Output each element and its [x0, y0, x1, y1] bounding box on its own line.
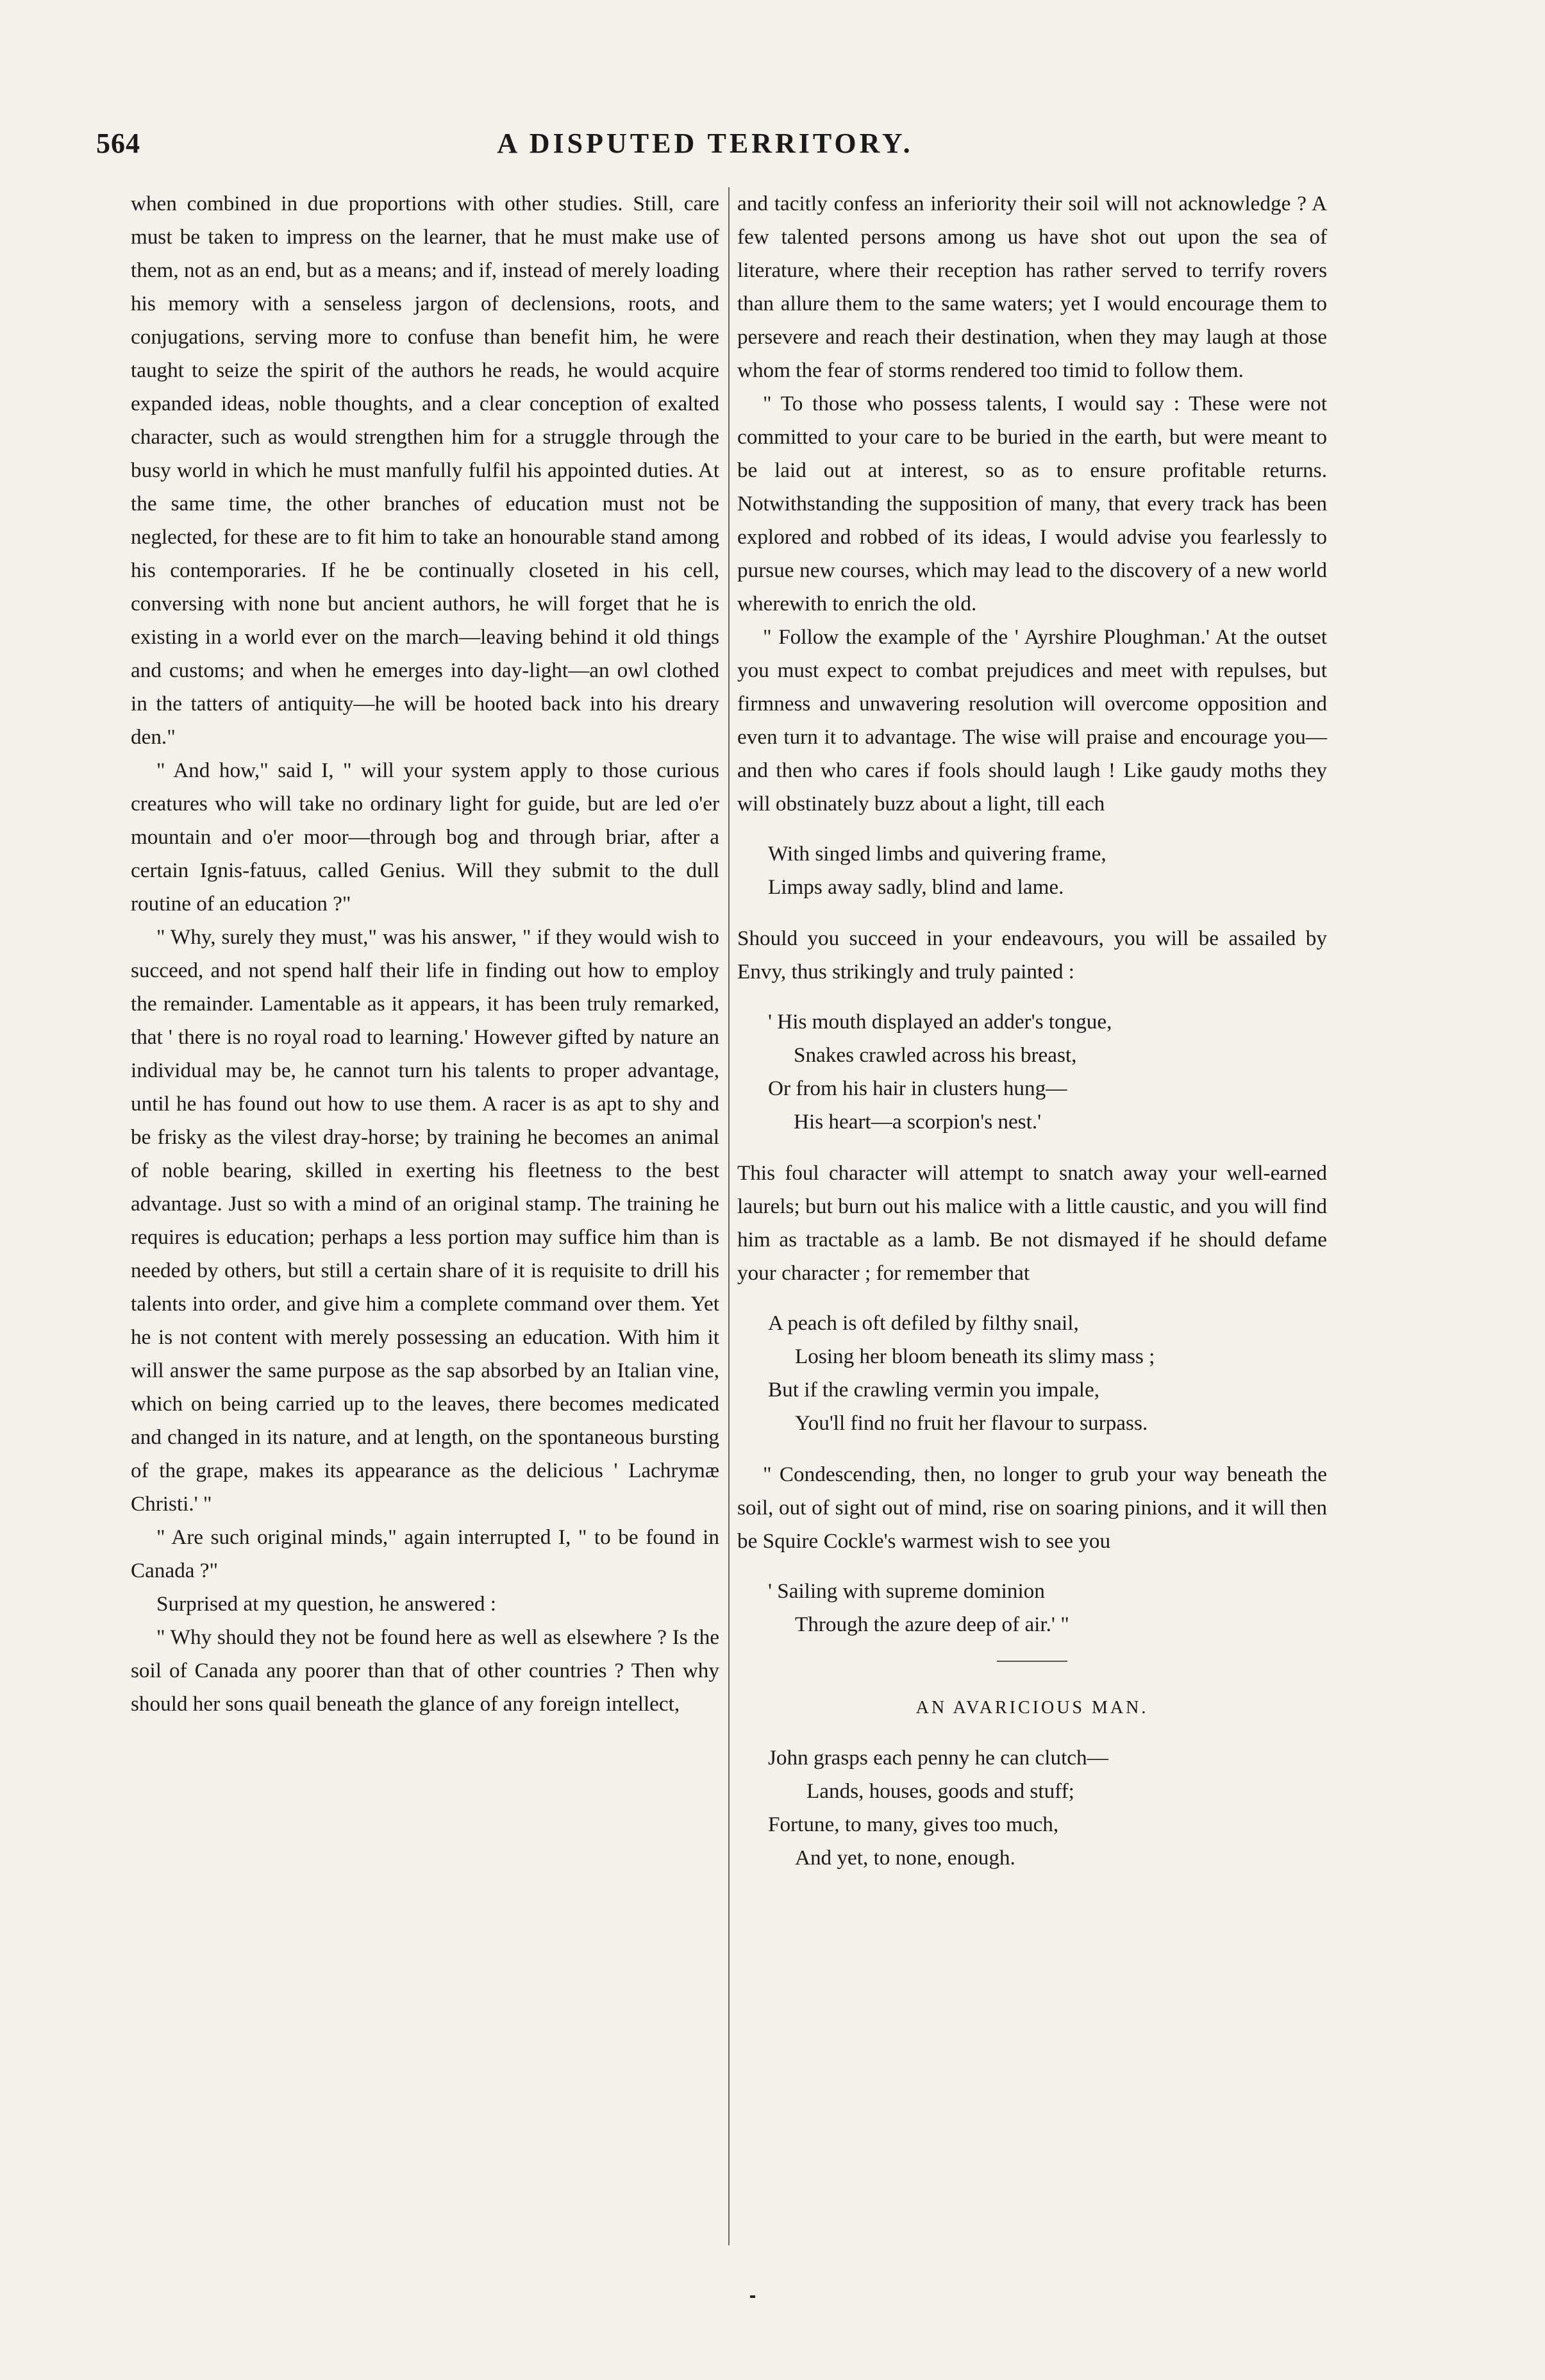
- paragraph: " Why should they not be found here as well as elsewhere ? Is the soil of Canada any poorer than that of other countries ? Then why should her sons quail beneath the glance of any foreign intellect,: [131, 1625, 719, 1716]
- paragraph: when combined in due proportions with other studies. Still, care must be taken to impress on the learner, that he must make use of them, not as an end, but as a means; and if, instead of merely loading his memory with a senseless jargon of declensions, roots, and conjugations, serving more to confuse than benefit him, he were taught to seize the spirit of the authors he reads, he would acquire expanded ideas, noble thoughts, and a clear conception of exalted character, such as would strengthen him for a struggle through the busy world in which he must manfully fulfil his appointed duties. At the same time, the other branches of education must not be neglected, for these are to fit him to take an honourable stand among his contemporaries. If he be continually closeted in his cell, conversing with none but ancient authors, he will forget that he is existing in a world ever on the march—leaving behind it old things and customs; and when he emerges into day-light—an owl clothed in the tatters of antiquity—he will be hooted back into his dreary den.": [131, 192, 719, 749]
- verse-line: You'll find no fruit her flavour to surpass.: [795, 1411, 1148, 1435]
- verse-line: Lands, houses, goods and stuff;: [806, 1779, 1074, 1803]
- verse-line: ' His mouth displayed an adder's tongue,: [768, 1010, 1112, 1034]
- verse-block: [737, 1741, 1327, 1875]
- paragraph: " Are such original minds," again interrupted I, " to be found in Canada ?": [131, 1525, 719, 1582]
- page-number: 564: [96, 128, 140, 159]
- right-column: [737, 187, 1327, 2245]
- column-divider: [728, 187, 730, 2245]
- section-rule: [997, 1661, 1067, 1662]
- left-column: [131, 187, 719, 2245]
- verse-line: But if the crawling vermin you impale,: [768, 1378, 1100, 1402]
- verse-line: ' Sailing with supreme dominion: [768, 1579, 1045, 1603]
- paragraph: " And how," said I, " will your system apply to those curious creatures who will take no ordinary light for guide, but are led o'er mountain and o'er moor—through bog and through briar, after a certain Ignis-fatuus, called Genius. Will they submit to the dull routine of an education ?": [131, 758, 719, 916]
- paragraph: Should you succeed in your endeavours, you will be assailed by Envy, thus strikingly and truly painted :: [737, 926, 1327, 984]
- running-head: A DISPUTED TERRITORY.: [497, 128, 914, 159]
- paragraph: Surprised at my question, he answered :: [156, 1592, 496, 1616]
- verse-block: [737, 837, 1327, 904]
- paragraph: " Why, surely they must," was his answer, " if they would wish to succeed, and not spend half their life in finding out how to employ the remainder. Lamentable as it appears, it has been truly remarked, that ' there is no royal road to learning.' However gifted by nature an individual may be, he cannot turn his talents to proper advantage, until he has found out how to use them. A racer is as apt to shy and be frisky as the vilest dray-horse; by training he becomes an animal of noble bearing, skilled in exerting his fleetness to the best advantage. Just so with a mind of an original stamp. The training he requires is education; perhaps a less portion may suffice him than is needed by others, but still a certain share of it is requisite to drill his talents into order, and give him a complete command over them. Yet he is not content with merely possessing an education. With him it will answer the same purpose as the sap absorbed by an Italian vine, which on being carried up to the leaves, there becomes medicated and changed in its nature, and at length, on the spontaneous bursting of the grape, makes its appearance as the delicious ' Lachrymæ Christi.' ": [131, 925, 719, 1516]
- verse-line: Fortune, to many, gives too much,: [768, 1813, 1059, 1836]
- paragraph: This foul character will attempt to snatch away your well-earned laurels; but burn out his malice with a little caustic, and you will find him as tractable as a lamb. Be not dismayed if he should defame your character ; for remember that: [737, 1161, 1327, 1285]
- verse-line: A peach is oft defiled by filthy snail,: [768, 1311, 1079, 1335]
- paragraph: " To those who possess talents, I would say : These were not committed to your care to be buried in the earth, but were meant to be laid out at interest, so as to ensure profitable returns. Notwithstanding the supposition of many, that every track has been explored and robbed of its ideas, I would advise you fearlessly to pursue new courses, which may lead to the discovery of a new world wherewith to enrich the old.: [737, 392, 1327, 616]
- verse-line: And yet, to none, enough.: [795, 1846, 1015, 1870]
- verse-line: John grasps each penny he can clutch—: [768, 1746, 1108, 1770]
- verse-block: [737, 1005, 1327, 1139]
- verse-block: [737, 1307, 1327, 1440]
- verse-line: Or from his hair in clusters hung—: [768, 1077, 1067, 1100]
- section-title: AN AVARICIOUS MAN.: [915, 1698, 1149, 1718]
- verse-line: With singed limbs and quivering frame,: [768, 842, 1107, 866]
- page-header: [96, 127, 1314, 172]
- verse-block: [737, 1575, 1327, 1641]
- print-mark: [750, 2295, 755, 2298]
- verse-line: Limps away sadly, blind and lame.: [768, 875, 1064, 899]
- paragraph: and tacitly confess an inferiority their soil will not acknowledge ? A few talented persons among us have shot out upon the sea of literature, where their reception has rather served to terrify rovers than allure them to the same waters; yet I would encourage them to persevere and reach their destination, when they may laugh at those whom the fear of storms rendered too timid to follow them.: [737, 192, 1327, 382]
- paragraph: " Follow the example of the ' Ayrshire Ploughman.' At the outset you must expect to combat prejudices and meet with repulses, but firmness and unwavering resolution will overcome opposition and even turn it to advantage. The wise will praise and encourage you—and then who cares if fools should laugh ! Like gaudy moths they will obstinately buzz about a light, till each: [737, 625, 1327, 816]
- verse-line: His heart—a scorpion's nest.': [794, 1110, 1042, 1134]
- paragraph: " Condescending, then, no longer to grub your way beneath the soil, out of sight out of mind, rise on soaring pinions, and it will then be Squire Cockle's warmest wish to see you: [737, 1462, 1327, 1553]
- verse-line: Through the azure deep of air.' ": [795, 1613, 1069, 1636]
- verse-line: Losing her bloom beneath its slimy mass ;: [795, 1345, 1155, 1368]
- verse-line: Snakes crawled across his breast,: [794, 1043, 1077, 1067]
